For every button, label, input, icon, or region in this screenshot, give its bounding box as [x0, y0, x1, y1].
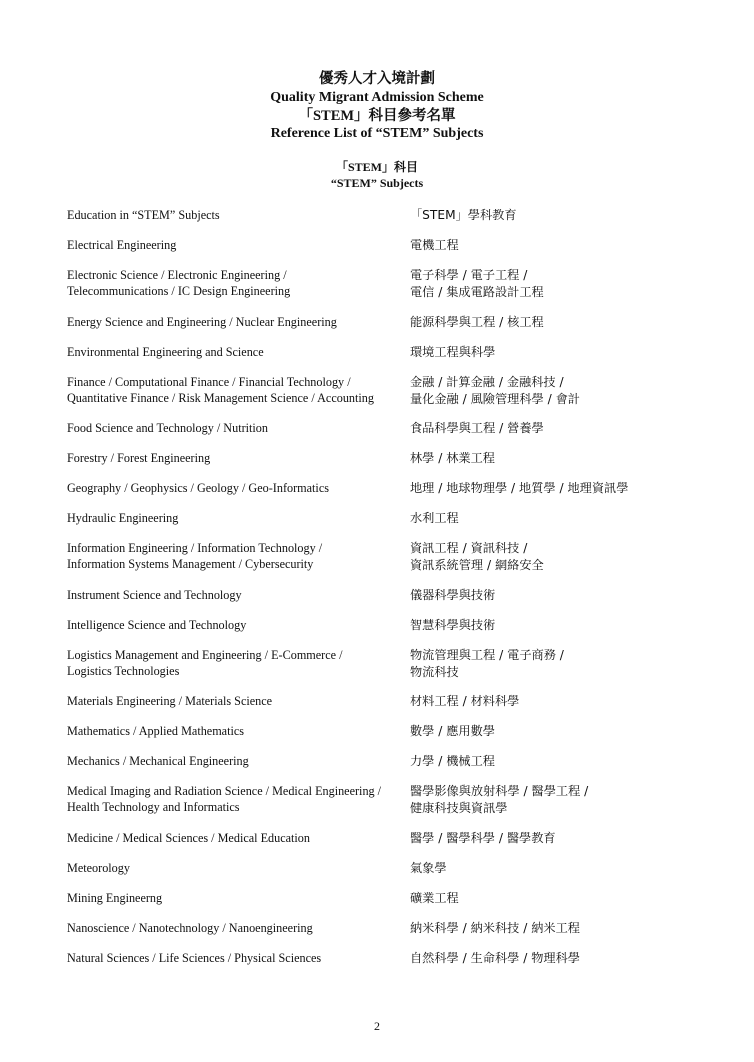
section-title-en: “STEM” Subjects — [330, 176, 424, 190]
subject-name-en-line: Telecommunications / IC Design Engineering — [67, 284, 291, 298]
document-title-zh: 優秀人才入境計劃 — [319, 71, 435, 87]
subject-name-zh-line: 力學 / 機械工程 — [410, 754, 495, 768]
subject-name-zh — [410, 267, 730, 301]
subject-name-en-line: Mechanics / Mechanical Engineering — [67, 754, 249, 768]
subject-name-en-line: Finance / Computational Finance / Financial Technology / — [67, 375, 351, 389]
subject-name-zh-line: 物流科技 — [410, 665, 459, 679]
subject-name-en — [67, 920, 397, 936]
subject-name-en — [67, 587, 397, 603]
subject-name-zh — [410, 920, 730, 937]
subject-name-en — [67, 860, 397, 876]
subject-name-zh — [410, 890, 730, 907]
subject-name-en-line: Environmental Engineering and Science — [67, 345, 264, 359]
subject-name-en — [67, 950, 397, 966]
subject-name-zh-line: 醫學影像與放射科學 / 醫學工程 / — [410, 784, 589, 798]
subject-name-zh-line: 物流管理與工程 / 電子商務 / — [410, 648, 564, 662]
subject-name-en-line: Materials Engineering / Materials Science — [67, 694, 273, 708]
subject-name-en — [67, 783, 397, 815]
subject-name-zh — [410, 753, 730, 770]
subject-name-zh — [410, 950, 730, 967]
subject-name-zh — [410, 237, 730, 254]
subject-name-en — [67, 314, 397, 330]
subject-name-zh-line: 電機工程 — [410, 238, 459, 252]
subject-name-en-line: Intelligence Science and Technology — [67, 618, 247, 632]
subject-name-en — [67, 374, 397, 406]
subject-name-zh-line: 金融 / 計算金融 / 金融科技 / — [410, 375, 564, 389]
subject-name-zh — [410, 344, 730, 361]
subject-name-zh — [410, 450, 730, 467]
section-title-zh: 「STEM」科目 — [335, 160, 418, 174]
subject-name-en-line: Food Science and Technology / Nutrition — [67, 421, 268, 435]
subject-name-zh — [410, 647, 730, 681]
subject-name-en-line: Geography / Geophysics / Geology / Geo-Informatics — [67, 481, 329, 495]
subject-name-en — [67, 693, 397, 709]
subject-name-zh-line: 材料工程 / 材料科學 — [410, 694, 520, 708]
subject-name-en-line: Meteorology — [67, 861, 130, 875]
subject-name-en — [67, 647, 397, 679]
subject-name-zh — [410, 617, 730, 634]
subject-name-zh-line: 氣象學 — [410, 861, 447, 875]
subject-name-en — [67, 420, 397, 436]
subject-name-zh-line: 電信 / 集成電路設計工程 — [410, 285, 544, 299]
subject-name-zh-line: 量化金融 / 風險管理科學 / 會計 — [410, 392, 580, 406]
subject-name-en-line: Quantitative Finance / Risk Management Science / Accounting — [67, 391, 374, 405]
subject-name-zh — [410, 587, 730, 604]
subject-name-zh-line: 「STEM」學科教育 — [410, 208, 517, 222]
subject-name-zh-line: 智慧科學與技術 — [410, 618, 496, 632]
subject-name-en — [67, 617, 397, 633]
subject-name-en-line: Instrument Science and Technology — [67, 588, 242, 602]
subject-name-zh — [410, 420, 730, 437]
subject-name-en-line: Electrical Engineering — [67, 238, 177, 252]
subject-name-zh — [410, 510, 730, 527]
subject-name-zh-line: 資訊工程 / 資訊科技 / — [410, 541, 528, 555]
subject-name-en-line: Hydraulic Engineering — [67, 511, 179, 525]
subject-name-zh — [410, 314, 730, 331]
subject-name-en-line: Medicine / Medical Sciences / Medical Education — [67, 831, 310, 845]
subject-name-zh — [410, 723, 730, 740]
subject-name-zh — [410, 830, 730, 847]
subject-name-en — [67, 753, 397, 769]
subject-name-zh-line: 數學 / 應用數學 — [410, 724, 495, 738]
subject-name-zh — [410, 207, 730, 224]
subject-name-en — [67, 830, 397, 846]
subject-name-zh-line: 自然科學 / 生命科學 / 物理科學 — [410, 951, 580, 965]
document-subtitle-en: Reference List of “STEM” Subjects — [270, 126, 484, 141]
subject-name-zh-line: 水利工程 — [410, 511, 459, 525]
subject-name-zh-line: 能源科學與工程 / 核工程 — [410, 315, 544, 329]
subject-name-zh-line: 礦業工程 — [410, 891, 459, 905]
subject-name-en-line: Information Systems Management / Cybersecurity — [67, 557, 314, 571]
subject-name-en-line: Medical Imaging and Radiation Science / Medical Engineering / — [67, 784, 382, 798]
subject-name-zh-line: 納米科學 / 納米科技 / 納米工程 — [410, 921, 580, 935]
subject-name-en — [67, 723, 397, 739]
subject-name-en-line: Forestry / Forest Engineering — [67, 451, 211, 465]
subject-name-en — [67, 267, 397, 299]
subject-name-zh-line: 電子科學 / 電子工程 / — [410, 268, 528, 282]
subject-name-en — [67, 890, 397, 906]
subject-name-zh-line: 醫學 / 醫學科學 / 醫學教育 — [410, 831, 556, 845]
subject-name-zh-line: 資訊系統管理 / 網絡安全 — [410, 558, 544, 572]
subject-name-en-line: Nanoscience / Nanotechnology / Nanoengineering — [67, 921, 313, 935]
subject-name-en — [67, 344, 397, 360]
subject-name-zh — [410, 540, 730, 574]
subject-name-en-line: Logistics Management and Engineering / E-Commerce / — [67, 648, 343, 662]
subject-name-en-line: Health Technology and Informatics — [67, 800, 240, 814]
document-subtitle-zh: 「STEM」科目參考名單 — [298, 108, 456, 124]
subject-name-en-line: Logistics Technologies — [67, 664, 180, 678]
subject-name-en-line: Mining Engineerng — [67, 891, 163, 905]
subject-name-zh — [410, 374, 730, 408]
subject-name-en — [67, 207, 397, 223]
subject-name-en-line: Natural Sciences / Life Sciences / Physical Sciences — [67, 951, 322, 965]
subject-name-zh-line: 健康科技與資訊學 — [410, 801, 508, 815]
subject-name-en-line: Education in “STEM” Subjects — [67, 208, 220, 222]
subject-name-en-line: Electronic Science / Electronic Engineering / — [67, 268, 287, 282]
page-number: 2 — [374, 1019, 380, 1033]
subject-name-en — [67, 540, 397, 572]
subject-name-en-line: Mathematics / Applied Mathematics — [67, 724, 245, 738]
subject-name-zh — [410, 480, 730, 497]
subject-name-zh — [410, 860, 730, 877]
subject-name-en — [67, 480, 397, 496]
subject-name-en-line: Information Engineering / Information Technology / — [67, 541, 323, 555]
subject-name-zh — [410, 693, 730, 710]
subject-name-en — [67, 237, 397, 253]
subject-name-zh-line: 環境工程與科學 — [410, 345, 496, 359]
subject-name-zh-line: 食品科學與工程 / 營養學 — [410, 421, 544, 435]
document-title-en: Quality Migrant Admission Scheme — [270, 90, 484, 105]
subject-name-en — [67, 510, 397, 526]
subject-name-zh — [410, 783, 730, 817]
subject-name-en-line: Energy Science and Engineering / Nuclear Engineering — [67, 315, 337, 329]
subject-name-zh-line: 地理 / 地球物理學 / 地質學 / 地理資訊學 — [410, 481, 629, 495]
subject-name-en — [67, 450, 397, 466]
subject-name-zh-line: 林學 / 林業工程 — [410, 451, 495, 465]
subject-name-zh-line: 儀器科學與技術 — [410, 588, 496, 602]
